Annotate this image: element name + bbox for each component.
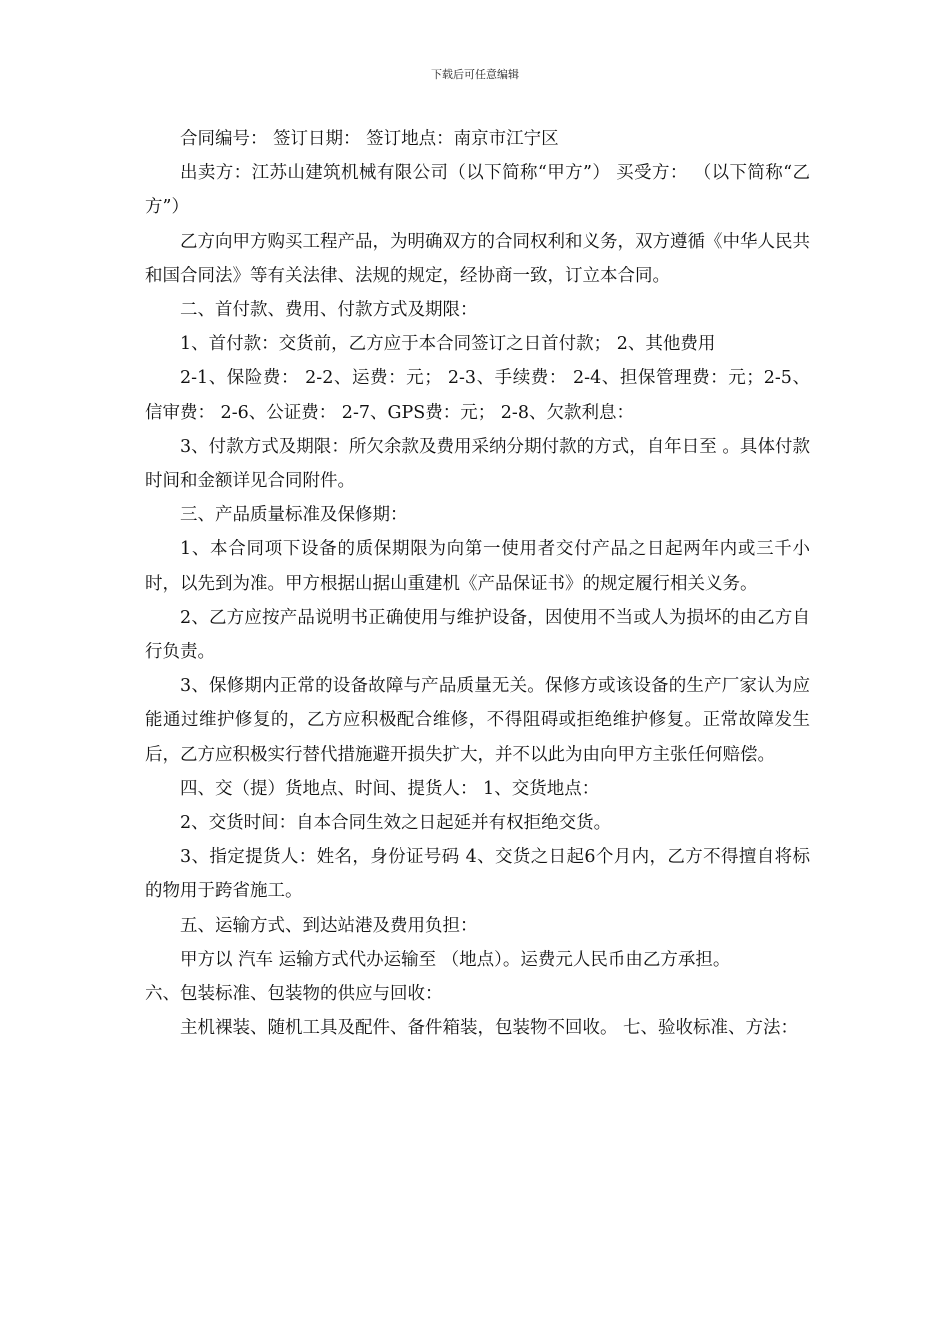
section-5-heading: 五、运输方式、到达站港及费用负担： bbox=[180, 915, 478, 936]
section-2-fees: 2-1、保险费： 2-2、运费：元； 2-3、手续费： 2-4、担保管理费：元；2-5、信审费： 2-6、公证费： 2-7、GPS费：元； 2-8、欠款利息： bbox=[145, 368, 810, 423]
section-2-item-3: 3、付款方式及期限：所欠余款及费用采纳分期付款的方式，自年日至 。具体付款时间和金额详见合同附件。 bbox=[145, 436, 810, 492]
contract-meta-line: 合同编号： 签订日期： 签订地点：南京市江宁区 bbox=[180, 129, 559, 149]
header-note: 下载后可任意编辑 bbox=[431, 68, 519, 81]
section-4-heading: 四、交（提）货地点、时间、提货人： 1、交货地点： bbox=[180, 778, 600, 799]
section-6-body: 主机裸装、随机工具及配件、备件箱装，包装物不回收。 七、验收标准、方法： bbox=[180, 1018, 799, 1039]
section-3-item-2: 2、乙方应按产品说明书正确使用与维护设备，因使用不当或人为损坏的由乙方自行负责。 bbox=[145, 607, 810, 663]
contract-body bbox=[145, 122, 810, 1045]
section-4-item-3: 3、指定提货人：姓名，身份证号码 4、交货之日起6个月内，乙方不得擅自将标的物用于跨省施工。 bbox=[145, 847, 810, 902]
section-3-heading: 三、产品质量标准及保修期： bbox=[180, 505, 408, 526]
section-6-heading: 六、包装标准、包装物的供应与回收： bbox=[145, 984, 443, 1005]
section-4-item-2: 2、交货时间：自本合同生效之日起延并有权拒绝交货。 bbox=[180, 813, 612, 834]
preamble-paragraph: 乙方向甲方购买工程产品，为明确双方的合同权利和义务，双方遵循《中华人民共和国合同法》等有关法律、法规的规定，经协商一致，订立本合同。 bbox=[145, 231, 810, 286]
section-3-item-3: 3、保修期内正常的设备故障与产品质量无关。保修方或该设备的生产厂家认为应能通过维护修复的，乙方应积极配合维修，不得阻碍或拒绝维护修复。正常故障发生后，乙方应积极实行替代措施避开损失扩大，并不以此为由向甲方主张任何赔偿。 bbox=[145, 676, 810, 765]
section-3-item-1: 1、本合同项下设备的质保期限为向第一使用者交付产品之日起两年内或三千小时，以先到为准。甲方根据山据山重建机《产品保证书》的规定履行相关义务。 bbox=[145, 539, 810, 594]
parties-paragraph: 出卖方：江苏山建筑机械有限公司（以下简称“甲方”） 买受方： （以下简称“乙方”） bbox=[145, 163, 810, 218]
section-2-item-1: 1、首付款：交货前，乙方应于本合同签订之日首付款； 2、其他费用 bbox=[180, 334, 716, 355]
section-2-heading: 二、首付款、费用、付款方式及期限： bbox=[180, 300, 478, 321]
section-5-body: 甲方以 汽车 运输方式代办运输至 （地点）。运费元人民币由乙方承担。 bbox=[180, 949, 731, 970]
